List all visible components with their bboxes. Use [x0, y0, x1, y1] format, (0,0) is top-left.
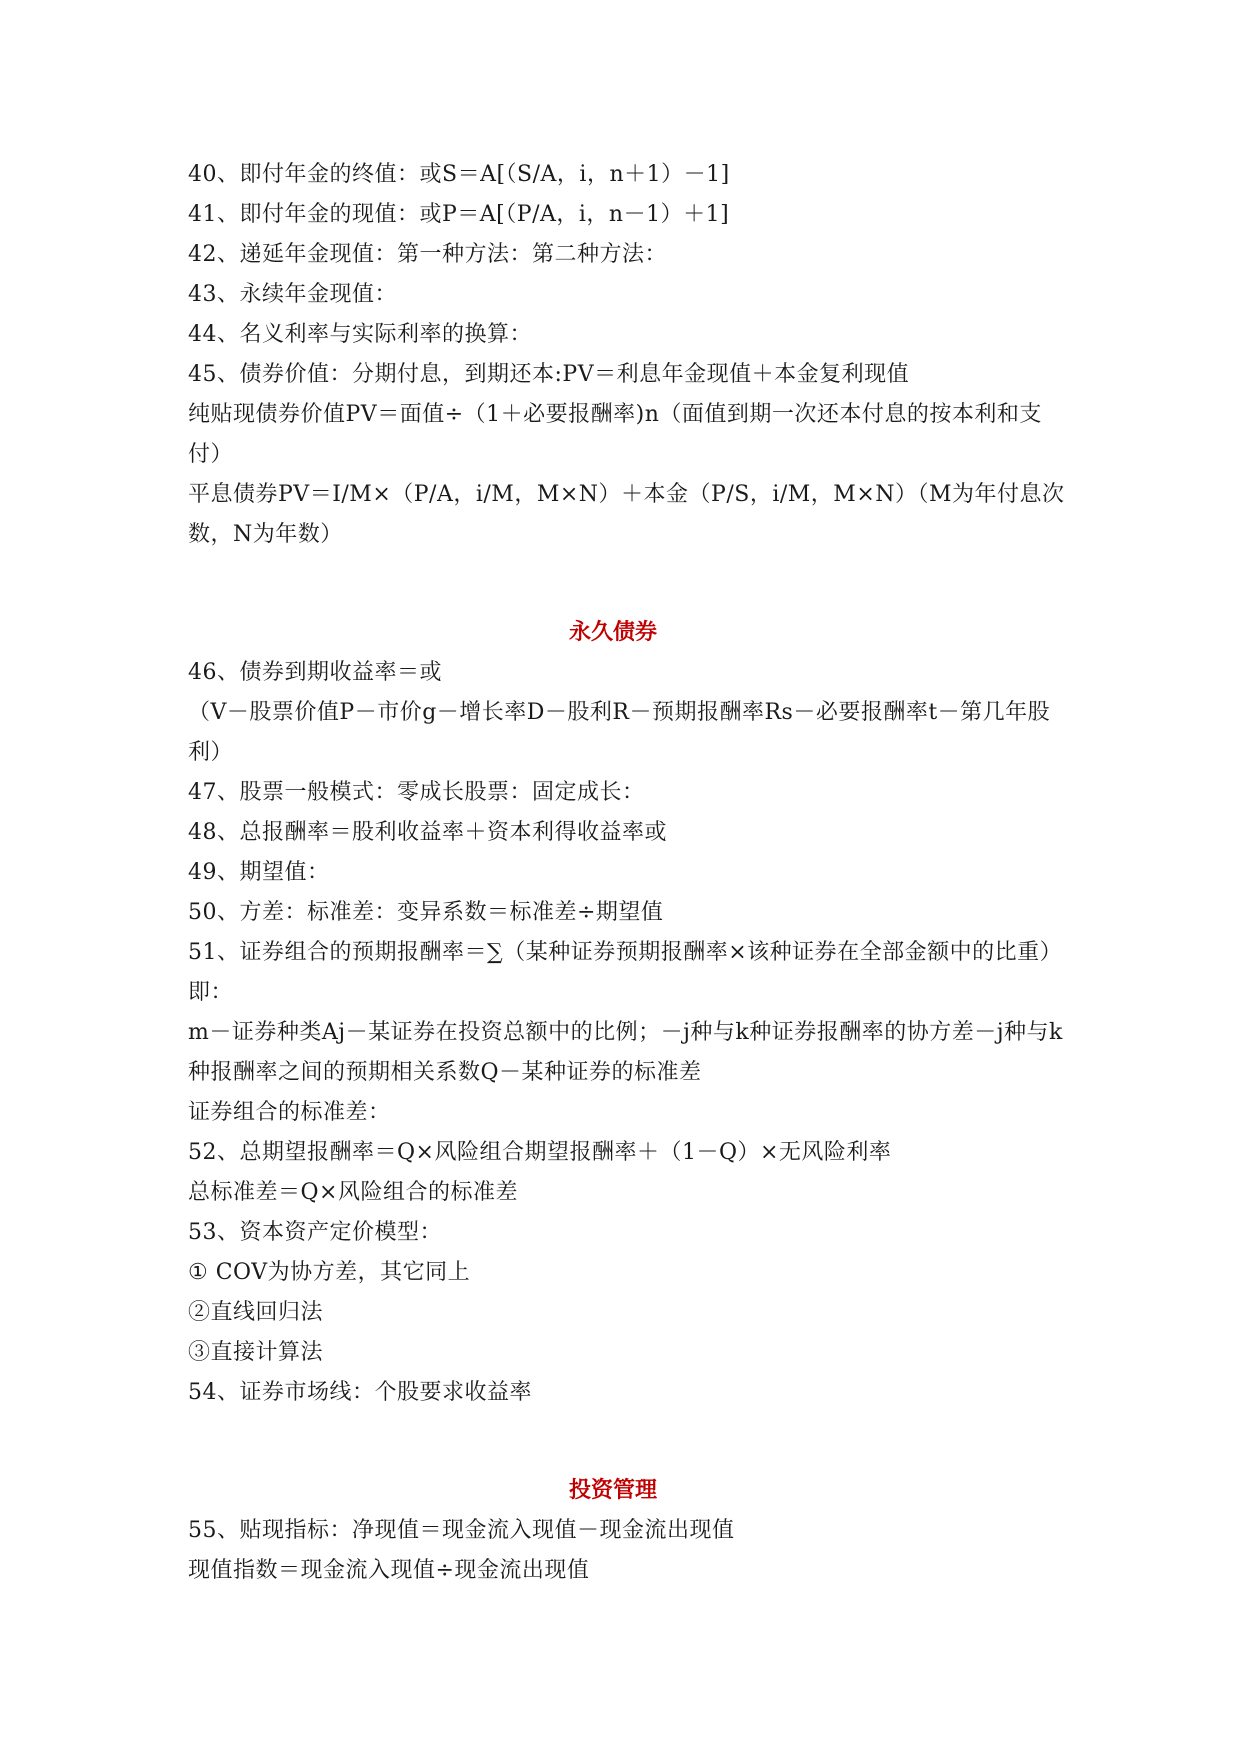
formula-line-51: 51、证券组合的预期报酬率＝∑（某种证券预期报酬率×该种证券在全部金额中的比重）即：	[188, 940, 1063, 1005]
capm-method-2: ②直线回归法	[188, 1300, 324, 1325]
variable-legend-paragraph: （V－股票价值P－市价g－增长率D－股利R－预期报酬率Rs－必要报酬率t－第几年股利）	[188, 700, 1051, 765]
pure-discount-bond-paragraph: 纯贴现债券价值PV＝面值÷（1＋必要报酬率)n（面值到期一次还本付息的按本利和支付）	[188, 402, 1042, 467]
formula-line-48: 48、总报酬率＝股利收益率＋资本利得收益率或	[188, 820, 667, 845]
formula-line-52: 52、总期望报酬率＝Q×风险组合期望报酬率＋（1－Q）×无风险利率	[188, 1140, 892, 1165]
formula-line-44: 44、名义利率与实际利率的换算：	[188, 322, 532, 347]
formula-line-43: 43、永续年金现值：	[188, 282, 397, 307]
section-heading-investment-management: 投资管理	[568, 1478, 657, 1503]
section-heading-perpetual-bond: 永久债券	[568, 620, 657, 645]
formula-line-54: 54、证券市场线：个股要求收益率	[188, 1380, 532, 1405]
formula-line-42: 42、递延年金现值：第一种方法：第二种方法：	[188, 242, 667, 267]
present-value-index-line: 现值指数＝现金流入现值÷现金流出现值	[188, 1558, 590, 1583]
portfolio-std-line: 证券组合的标准差：	[188, 1100, 391, 1125]
formula-line-55: 55、贴现指标：净现值＝现金流入现值－现金流出现值	[188, 1518, 735, 1543]
formula-line-50: 50、方差：标准差：变异系数＝标准差÷期望值	[188, 900, 664, 925]
document-body	[188, 155, 1068, 1591]
capm-method-3: ③直接计算法	[188, 1340, 324, 1365]
formula-line-46: 46、债券到期收益率＝或	[188, 660, 442, 685]
formula-line-53: 53、资本资产定价模型：	[188, 1220, 442, 1245]
section-spacer	[188, 555, 1068, 613]
total-std-line: 总标准差＝Q×风险组合的标准差	[188, 1180, 518, 1205]
formula-line-45: 45、债券价值：分期付息，到期还本:PV＝利息年金现值＋本金复利现值	[188, 362, 910, 387]
level-coupon-bond-paragraph: 平息债券PV＝I/M×（P/A，i/M，M×N）＋本金（P/S，i/M，M×N）（M为年付息次数，N为年数）	[188, 482, 1065, 547]
section-spacer	[188, 1413, 1068, 1471]
formula-line-47: 47、股票一般模式：零成长股票：固定成长：	[188, 780, 645, 805]
portfolio-variable-legend: m－证券种类Aj－某证券在投资总额中的比例；－j种与k种证券报酬率的协方差－j种与k种报酬率之间的预期相关系数Q－某种证券的标准差	[188, 1020, 1063, 1085]
formula-line-49: 49、期望值：	[188, 860, 330, 885]
formula-line-40: 40、即付年金的终值：或S＝A[（S/A，i，n＋1）－1]	[188, 162, 730, 187]
formula-line-41: 41、即付年金的现值：或P＝A[（P/A，i，n－1）＋1]	[188, 202, 730, 227]
capm-method-1: ① COV为协方差，其它同上	[188, 1260, 471, 1285]
